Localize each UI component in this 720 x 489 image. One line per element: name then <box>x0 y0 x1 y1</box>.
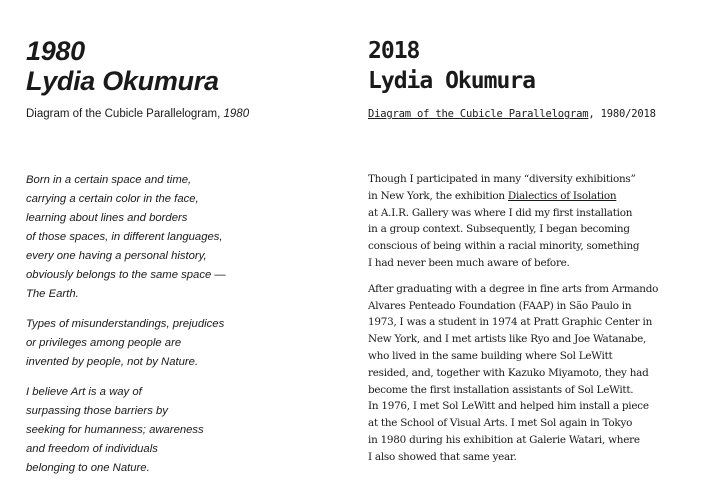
prose-paragraph-1 <box>368 171 713 272</box>
prose-line: Alvares Penteado Foundation (FAAP) in São Paulo in <box>368 299 632 312</box>
poem-line: every one having a personal history, <box>26 250 207 262</box>
prose-line <box>368 188 713 205</box>
prose <box>368 171 713 475</box>
exhibition-link[interactable]: Dialectics of Isolation <box>507 189 617 202</box>
poem-stanza-2 <box>26 315 346 372</box>
right-work-caption <box>368 108 708 120</box>
poem-line: learning about lines and borders <box>26 212 188 224</box>
prose-line: at A.I.R. Gallery was where I did my first installation <box>368 206 633 219</box>
prose-line: become the first installation assistants of Sol LeWitt. <box>368 383 634 396</box>
prose-line: I had never been much aware of before. <box>368 256 570 269</box>
poem-line: of those spaces, in different languages, <box>26 231 223 243</box>
poem <box>26 171 346 489</box>
poem-line: invented by people, not by Nature. <box>26 356 199 368</box>
poem-line: obviously belongs to the same space — <box>26 269 226 281</box>
prose-line: conscious of being within a racial minority, something <box>368 240 640 253</box>
poem-line: or privileges among people are <box>26 337 182 349</box>
left-work-title: Diagram of the Cubicle Parallelogram, <box>26 108 221 120</box>
poem-line: seeking for humanness; awareness <box>26 424 204 436</box>
prose-line: New York, and I met artists like Ryo and Joe Watanabe, <box>368 333 647 346</box>
prose-line: resided, and, together with Kazuko Miyamoto, they had <box>368 366 649 379</box>
poem-line: Types of misunderstandings, prejudices <box>26 318 225 330</box>
prose-line: who lived in the same building where Sol LeWitt <box>368 349 613 362</box>
prose-line: at the School of Visual Arts. I met Sol again in Tokyo <box>368 417 633 430</box>
prose-line: in 1980 during his exhibition at Galerie Watari, where <box>368 433 640 446</box>
right-year: 2018 <box>368 38 420 64</box>
right-work-title-link[interactable]: Diagram of the Cubicle Parallelogram <box>368 108 589 120</box>
right-header <box>368 36 708 120</box>
prose-paragraph-2 <box>368 281 713 466</box>
poem-stanza-1 <box>26 171 346 304</box>
left-year: 1980 <box>26 36 85 66</box>
poem-stanza-3 <box>26 383 346 478</box>
prose-line: Though I participated in many “diversity exhibitions” <box>368 173 636 185</box>
left-artist-name: Lydia Okumura <box>26 66 219 96</box>
poem-line: Born in a certain space and time, <box>26 174 192 186</box>
left-work-caption <box>26 108 326 120</box>
poem-line: I believe Art is a way of <box>26 386 142 398</box>
poem-line: surpassing those barriers by <box>26 405 168 417</box>
left-header <box>26 36 326 120</box>
prose-line: in a group context. Subsequently, I began becoming <box>368 223 630 236</box>
prose-line: I also showed that same year. <box>368 450 517 463</box>
right-work-year: , 1980/2018 <box>588 108 656 120</box>
prose-text: in New York, the exhibition <box>368 189 508 202</box>
prose-line: In 1976, I met Sol LeWitt and helped him install a piece <box>368 400 649 413</box>
right-artist-name: Lydia Okumura <box>368 68 536 94</box>
left-work-year: 1980 <box>223 108 250 120</box>
prose-line: 1973, I was a student in 1974 at Pratt Graphic Center in <box>368 316 653 329</box>
prose-line: After graduating with a degree in fine arts from Armando <box>368 282 659 295</box>
poem-line: The Earth. <box>26 288 79 300</box>
poem-line: carrying a certain color in the face, <box>26 193 199 205</box>
poem-line: belonging to one Nature. <box>26 462 150 474</box>
poem-line: and freedom of individuals <box>26 443 158 455</box>
